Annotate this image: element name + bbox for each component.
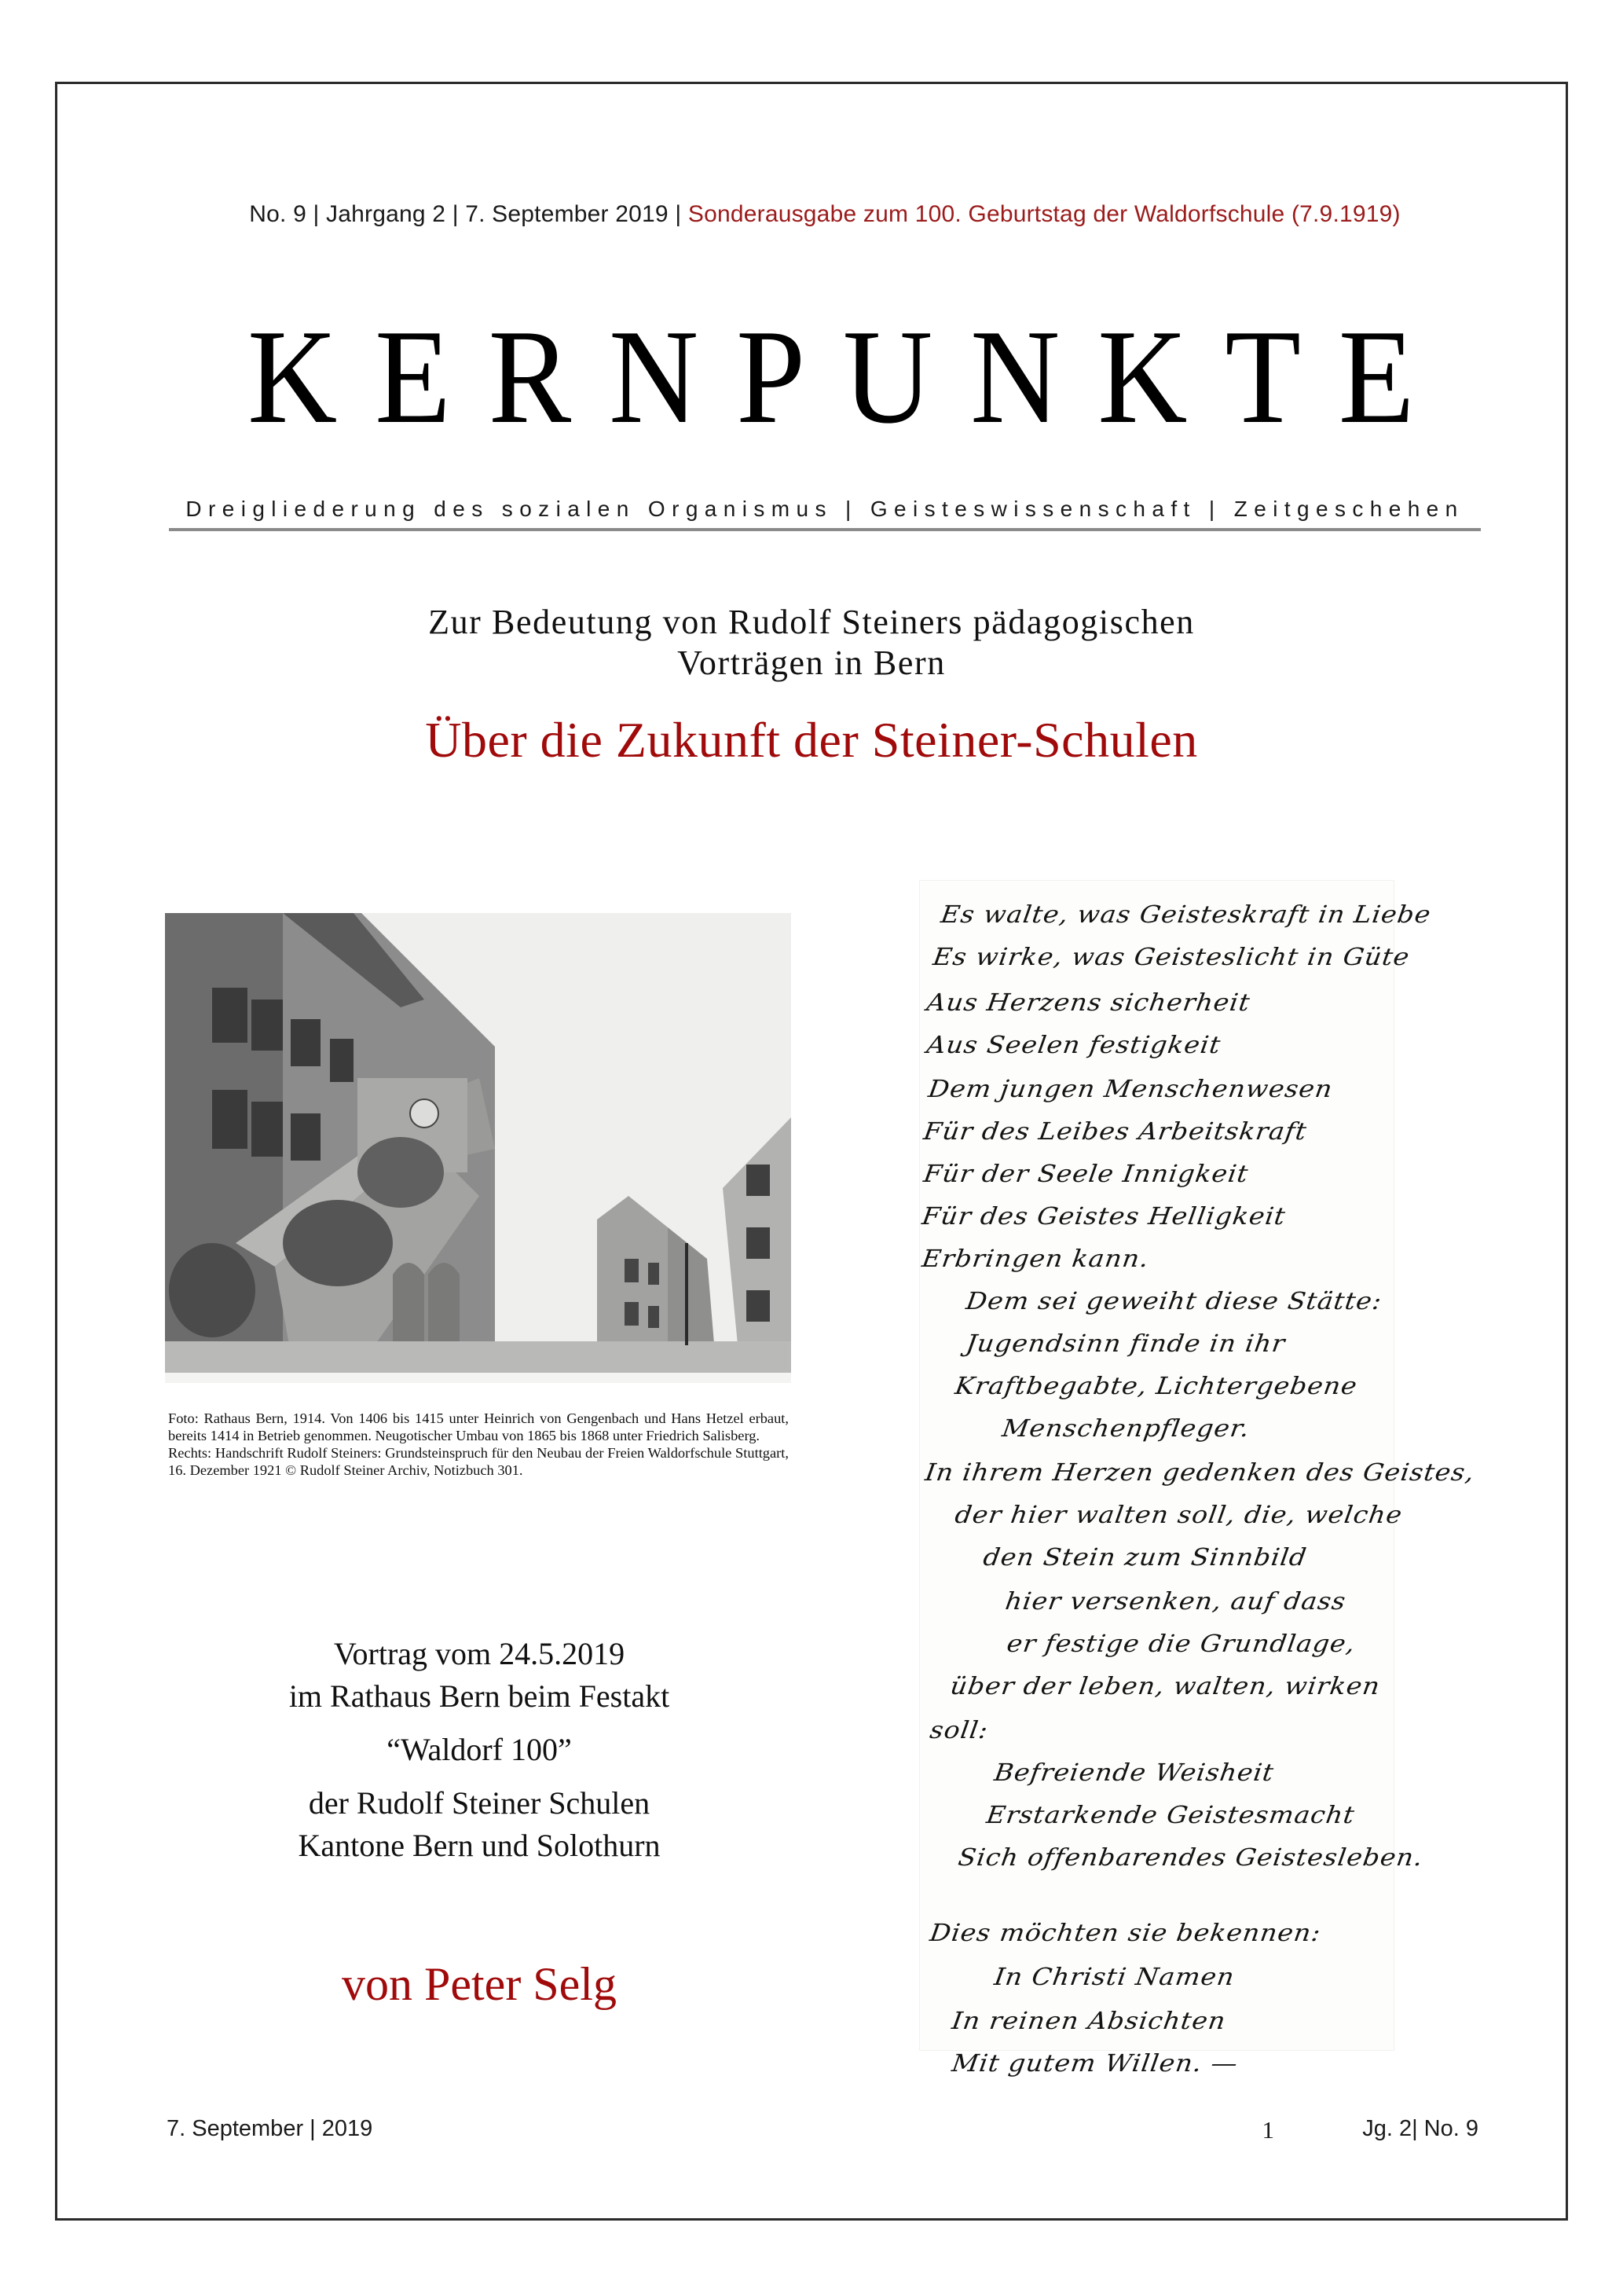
handwriting-line: Für des Leibes Arbeitskraft [921, 1117, 1310, 1146]
lecture-region: Kantone Bern und Solothurn [298, 1828, 661, 1863]
article-subtitle [236, 602, 1387, 684]
handwriting-line: Jugendsinn finde in ihr [964, 1329, 1288, 1358]
handwriting-line: über der leben, walten, wirken [948, 1671, 1383, 1700]
subtitle-line-1: Zur Bedeutung von Rudolf Steiners pädagogischen [428, 603, 1195, 641]
footer-issue: Jg. 2| No. 9 [1362, 2116, 1478, 2141]
page-footer [167, 2116, 1478, 2147]
handwriting-line: Dies möchten sie bekennen: [928, 1918, 1324, 1947]
handwriting-line: Dem sei geweiht diese Stätte: [964, 1286, 1384, 1315]
handwriting-line: Es wirke, was Geisteslicht in Güte [931, 942, 1412, 971]
lecture-venue: im Rathaus Bern beim Festakt [288, 1678, 670, 1714]
tagline-divider [169, 528, 1481, 531]
handwriting-line: In ihrem Herzen gedenken des Geistes, [923, 1458, 1477, 1487]
handwriting-line: Aus Herzens sicherheit [925, 988, 1252, 1017]
handwriting-line: Für des Geistes Helligkeit [920, 1201, 1288, 1231]
handwriting-line: Erstarkende Geistesmacht [984, 1800, 1357, 1829]
handwriting-line: Aus Seelen festigkeit [925, 1030, 1223, 1059]
building-illustration-icon [165, 913, 791, 1383]
masthead-tagline: Dreigliederung des sozialen Organismus | Geisteswissenschaft | Zeitgeschehen [185, 497, 1464, 521]
handwriting-line: der hier walten soll, die, welche [953, 1500, 1405, 1529]
lecture-info [236, 1633, 723, 1867]
footer-page-number: 1 [1262, 2116, 1274, 2144]
footer-date: 7. September | 2019 [167, 2116, 373, 2141]
lecture-date: Vortrag vom 24.5.2019 [333, 1636, 625, 1671]
issue-meta-line [169, 201, 1481, 228]
handwriting-line: In Christi Namen [992, 1962, 1237, 1991]
special-edition-note: Sonderausgabe zum 100. Geburtstag der Waldorfschule (7.9.1919) [687, 201, 1401, 227]
photo-caption-text: Foto: Rathaus Bern, 1914. Von 1406 bis 1415 unter Heinrich von Gengenbach und Hans Hetzel erbaut, bereits 1414 in Betrieb genommen. Neugotischer Umbau von 1865 bis 1868 unter Friedrich Salisberg. [168, 1410, 789, 1443]
handwriting-line: hier versenken, auf dass [1003, 1586, 1348, 1616]
handwriting-line: Befreiende Weisheit [992, 1758, 1277, 1787]
handwriting-line: Kraftbegabte, Lichtergebene [953, 1371, 1360, 1400]
handwriting-line: Mit gutem Willen. — [950, 2048, 1240, 2078]
handwriting-line: den Stein zum Sinnbild [981, 1542, 1310, 1572]
subtitle-line-2: Vorträgen in Bern [677, 644, 946, 682]
lecture-organizer: der Rudolf Steiner Schulen [308, 1785, 650, 1821]
article-author: von Peter Selg [342, 1958, 617, 2010]
handwriting-line: Für der Seele Innigkeit [921, 1159, 1251, 1188]
handwriting-line: Sich offenbarendes Geistesleben. [956, 1843, 1426, 1872]
handwriting-line: Es walte, was Geisteskraft in Liebe [939, 900, 1434, 929]
manuscript-caption-text: Rechts: Handschrift Rudolf Steiners: Grundsteinspruch für den Neubau der Freien Waldorfschule Stuttgart, 16. Dezember 1921 © Rudolf Steiner Archiv, Notizbuch 301. [168, 1445, 789, 1478]
photo-caption [168, 1410, 789, 1479]
handwriting-lines [919, 880, 1477, 2078]
lecture-event-name: “Waldorf 100” [387, 1732, 572, 1767]
issue-info: No. 9 | Jahrgang 2 | 7. September 2019 | [249, 201, 682, 227]
handwriting-line: In reinen Absichten [950, 2006, 1228, 2035]
handwriting-line: er festige die Grundlage, [1005, 1629, 1357, 1658]
handwriting-line: Erbringen kann. [920, 1244, 1152, 1273]
article-headline: Über die Zukunft der Steiner-Schulen [425, 712, 1198, 768]
steiner-handwriting-image [919, 880, 1477, 2078]
rathaus-bern-photo [165, 913, 791, 1383]
handwriting-line: Dem jungen Menschenwesen [926, 1074, 1335, 1103]
handwriting-line: soll: [928, 1715, 991, 1744]
handwriting-line: Menschenpfleger. [1000, 1414, 1252, 1443]
masthead-title: KERNPUNKTE [247, 303, 1453, 452]
